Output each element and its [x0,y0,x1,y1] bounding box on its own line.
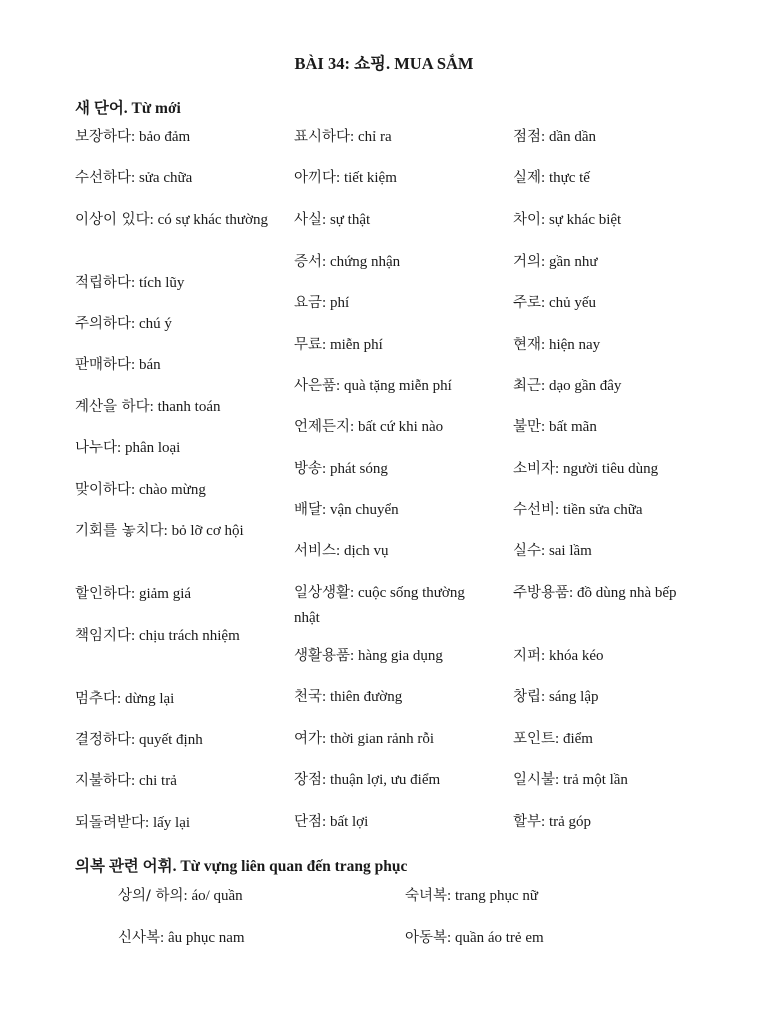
vocab-entry [294,644,494,669]
vocab-entry [513,498,708,523]
separator: : [131,129,139,145]
vietnamese-meaning: người tiêu dùng [562,461,659,477]
clothing-vocab-entry [405,884,685,909]
korean-term: 판매하다 [75,357,132,373]
vietnamese-meaning: hiện nay [548,337,601,353]
vocab-entry [513,374,708,399]
vietnamese-meaning: giảm giá [138,586,192,602]
vocab-entry [294,727,494,752]
separator: : [117,440,125,456]
vocab-entry [513,810,708,835]
separator: : [322,337,330,353]
separator: : [541,378,549,394]
vocab-entry [294,810,494,835]
korean-term: 생활용품 [294,648,351,664]
vietnamese-meaning: chào mừng [138,482,206,498]
vietnamese-meaning: dạo gần đây [548,378,622,394]
korean-term: 책임지다 [75,628,132,644]
separator: : [541,295,549,311]
vocab-entry [513,208,708,233]
korean-term: 할인하다 [75,586,132,602]
separator: : [131,357,139,373]
vocab-entry [294,125,494,150]
vocab-entry [513,415,708,440]
vietnamese-meaning: hàng gia dụng [357,648,443,664]
vietnamese-meaning: chú ý [138,316,172,332]
separator: : [322,689,330,705]
korean-term: 사실 [294,212,323,228]
separator: : [131,482,139,498]
korean-term: 장점 [294,772,323,788]
vocab-entry [75,687,270,712]
korean-term: 배달 [294,502,323,518]
vocab-entry [75,519,270,544]
separator: : [569,585,577,601]
separator: : [183,888,192,904]
vocab-entry [75,728,270,753]
korean-term: 실제 [513,170,542,186]
korean-term: 상의/ 하의 [118,888,184,904]
section-heading-new-words: 새 단어. Từ mới [75,100,181,117]
separator: : [350,129,358,145]
separator: : [541,170,549,186]
korean-term: 주로 [513,295,542,311]
korean-term: 점점 [513,129,542,145]
vietnamese-meaning: gần như [548,254,598,270]
vietnamese-meaning: tiết kiệm [343,170,397,186]
separator: : [131,732,139,748]
vocab-entry [294,333,494,358]
separator: : [350,648,358,664]
vocab-entry [513,581,708,606]
vocab-entry [513,457,708,482]
separator: : [447,888,455,904]
vietnamese-meaning: âu phục nam [167,930,245,946]
vietnamese-meaning: sửa chữa [138,170,193,186]
korean-term: 일시불 [513,772,556,788]
korean-term: 아동복 [405,930,448,946]
korean-term: 증서 [294,254,323,270]
vietnamese-meaning: phân loại [124,440,181,456]
vocab-entry [513,727,708,752]
vietnamese-meaning: trang phục nữ [454,888,539,904]
separator: : [160,930,168,946]
clothing-vocab-entry [118,884,398,909]
vietnamese-meaning: bất cứ khi nào [357,419,444,435]
korean-term: 이상이 있다 [75,212,150,228]
korean-term: 단점 [294,814,323,830]
korean-term: 결정하다 [75,732,132,748]
korean-term: 요금 [294,295,323,311]
separator: : [541,337,549,353]
korean-term: 기회를 놓치다 [75,523,164,539]
vietnamese-meaning: có sự khác thường [157,212,268,228]
vietnamese-meaning: thanh toán [157,399,221,415]
vietnamese-meaning: trả một lần [562,772,628,788]
vietnamese-meaning: sự thật [329,212,371,228]
separator: : [555,502,563,518]
separator: : [555,772,563,788]
vietnamese-meaning: quyết định [138,732,203,748]
korean-term: 나누다 [75,440,118,456]
separator: : [322,295,330,311]
separator: : [555,731,563,747]
separator: : [350,585,358,601]
separator: : [350,419,358,435]
vietnamese-meaning: bỏ lỡ cơ hội [171,523,244,539]
separator: : [541,814,549,830]
korean-term: 거의 [513,254,542,270]
vietnamese-meaning: dịch vụ [343,543,389,559]
korean-term: 수선비 [513,502,556,518]
vietnamese-meaning: thời gian rảnh rỗi [329,731,435,747]
korean-term: 주방용품 [513,585,570,601]
separator: : [541,212,549,228]
separator: : [322,772,330,788]
vocab-entry [294,291,494,316]
korean-term: 주의하다 [75,316,132,332]
korean-term: 되돌려받다 [75,815,146,831]
vietnamese-meaning: sự khác biệt [548,212,622,228]
separator: : [131,628,139,644]
vocab-entry [513,333,708,358]
separator: : [541,254,549,270]
vietnamese-meaning: phát sóng [329,461,388,477]
vocab-entry [75,478,270,503]
clothing-vocab-entry [405,926,685,951]
separator: : [322,814,330,830]
vocab-entry [513,291,708,316]
vocab-entry [75,166,270,191]
vocab-entry [75,395,270,420]
korean-term: 멈추다 [75,691,118,707]
vocab-entry [513,539,708,564]
korean-term: 신사복 [118,930,161,946]
vocab-entry [513,125,708,150]
vietnamese-meaning: áo/ quần [191,888,243,904]
vocab-entry [513,685,708,710]
vietnamese-meaning: chi trả [138,773,177,789]
korean-term: 할부 [513,814,542,830]
separator: : [541,689,549,705]
korean-term: 사은품 [294,378,337,394]
separator: : [322,731,330,747]
section-heading-clothing: 의복 관련 어휘. Từ vựng liên quan đến trang phục [75,858,408,875]
vietnamese-meaning: dần dần [548,129,597,145]
separator: : [149,399,158,415]
vocab-entry [294,208,494,233]
vocab-entry [294,539,494,564]
korean-term: 여가 [294,731,323,747]
separator: : [145,815,153,831]
vocab-entry [75,271,270,296]
korean-term: 지퍼 [513,648,542,664]
vietnamese-meaning: cuộc sống thường nhật [294,585,465,626]
vietnamese-meaning: chỉ ra [357,129,392,145]
page-title: BÀI 34: 쇼핑. MUA SẮM [294,54,474,73]
vocab-entry [75,582,270,607]
separator: : [541,129,549,145]
korean-term: 무료 [294,337,323,353]
vocab-entry [75,125,270,150]
korean-term: 차이 [513,212,542,228]
korean-term: 적립하다 [75,275,132,291]
vietnamese-meaning: sáng lập [548,689,599,705]
vocab-entry [294,166,494,191]
vocab-entry [294,250,494,275]
vietnamese-meaning: thực tế [548,170,590,186]
vietnamese-meaning: lấy lại [152,815,191,831]
separator: : [541,648,549,664]
vocab-entry [75,811,270,836]
separator: : [541,419,549,435]
vietnamese-meaning: dừng lại [124,691,175,707]
vocab-entry [294,457,494,482]
vietnamese-meaning: điểm [562,731,593,747]
korean-term: 포인트 [513,731,556,747]
korean-term: 소비자 [513,461,556,477]
vocab-entry [75,208,270,233]
korean-term: 지불하다 [75,773,132,789]
vietnamese-meaning: chịu trách nhiệm [138,628,240,644]
korean-term: 불만 [513,419,542,435]
separator: : [541,543,549,559]
korean-term: 보장하다 [75,129,132,145]
separator: : [555,461,563,477]
vietnamese-meaning: bảo đảm [138,129,191,145]
vocab-entry [513,166,708,191]
vietnamese-meaning: thiên đường [329,689,403,705]
separator: : [131,275,139,291]
korean-term: 창립 [513,689,542,705]
separator: : [322,254,330,270]
vietnamese-meaning: vận chuyển [329,502,399,518]
vietnamese-meaning: tích lũy [138,275,185,291]
separator: : [322,502,330,518]
vietnamese-meaning: tiền sửa chữa [562,502,643,518]
vocab-entry [294,415,494,440]
separator: : [163,523,172,539]
vocab-entry [75,312,270,337]
separator: : [131,773,139,789]
korean-term: 서비스 [294,543,337,559]
separator: : [336,378,344,394]
separator: : [322,212,330,228]
vietnamese-meaning: phí [329,295,350,311]
vocab-entry [75,624,270,649]
separator: : [322,461,330,477]
vietnamese-meaning: chủ yếu [548,295,597,311]
separator: : [131,170,139,186]
vietnamese-meaning: quà tặng miễn phí [343,378,452,394]
vocab-entry [294,685,494,710]
separator: : [447,930,455,946]
vietnamese-meaning: đồ dùng nhà bếp [576,585,677,601]
korean-term: 실수 [513,543,542,559]
vocab-entry [75,353,270,378]
separator: : [131,586,139,602]
korean-term: 일상생활 [294,585,351,601]
clothing-vocab-entry [118,926,398,951]
vocab-entry [75,769,270,794]
korean-term: 숙녀복 [405,888,448,904]
korean-term: 현재 [513,337,542,353]
vocab-entry [294,768,494,793]
vocab-entry [294,498,494,523]
separator: : [336,543,344,559]
vietnamese-meaning: khóa kéo [548,648,604,664]
vocab-entry [294,374,494,399]
vietnamese-meaning: trả góp [548,814,592,830]
korean-term: 맞이하다 [75,482,132,498]
korean-term: 표시하다 [294,129,351,145]
separator: : [131,316,139,332]
korean-term: 천국 [294,689,323,705]
vietnamese-meaning: bất mãn [548,419,597,435]
vietnamese-meaning: sai lầm [548,543,592,559]
vietnamese-meaning: miễn phí [329,337,383,353]
korean-term: 아끼다 [294,170,337,186]
vietnamese-meaning: bất lợi [329,814,369,830]
vietnamese-meaning: bán [138,357,161,373]
vocab-entry [513,644,708,669]
korean-term: 수선하다 [75,170,132,186]
korean-term: 언제든지 [294,419,351,435]
korean-term: 방송 [294,461,323,477]
vocab-entry [294,581,494,631]
vietnamese-meaning: thuận lợi, ưu điểm [329,772,441,788]
vietnamese-meaning: quần áo trẻ em [454,930,544,946]
separator: : [149,212,158,228]
separator: : [336,170,344,186]
vocab-entry [513,768,708,793]
vocab-entry [75,436,270,461]
korean-term: 계산을 하다 [75,399,150,415]
korean-term: 최근 [513,378,542,394]
separator: : [117,691,125,707]
vocab-entry [513,250,708,275]
vietnamese-meaning: chứng nhận [329,254,401,270]
